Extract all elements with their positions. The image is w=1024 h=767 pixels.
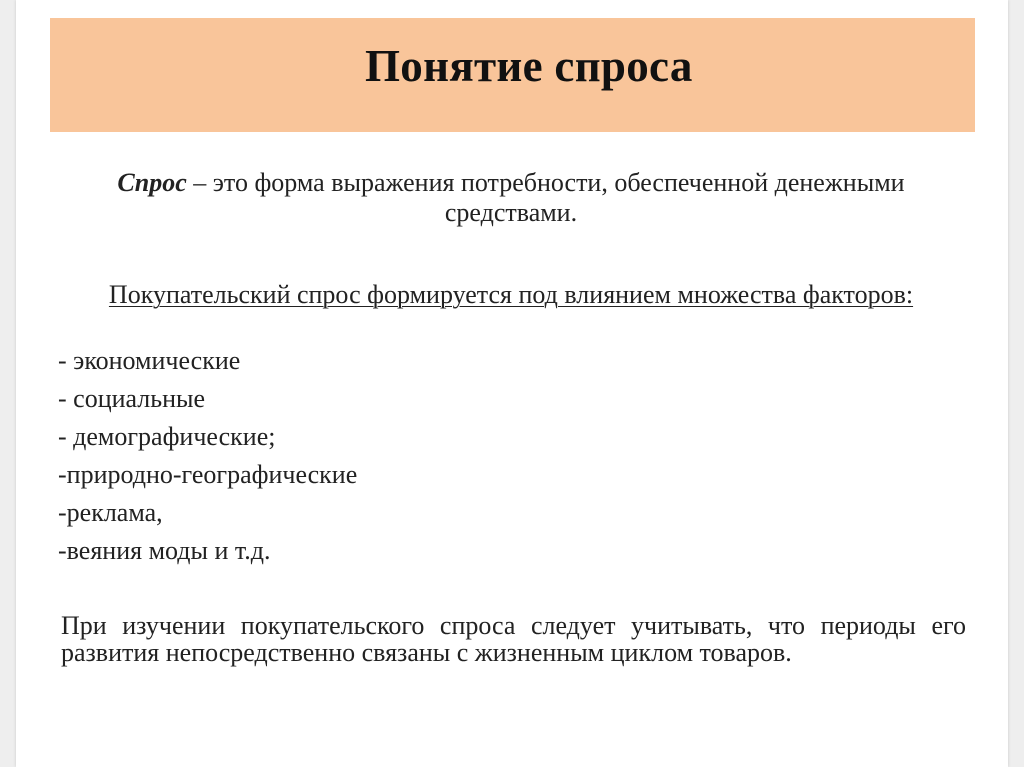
list-item: -реклама,	[58, 498, 163, 527]
definition-text: – это форма выражения потребности, обеспеченной денежными средствами.	[186, 168, 905, 227]
list-item: -природно-географические	[58, 460, 358, 489]
note-paragraph: При изучении покупательского спроса следует учитывать, что периоды его развития непосредственно связаны с жизненным циклом товаров.	[61, 611, 966, 667]
factors-intro: Покупательский спрос формируется под влиянием множества факторов:	[108, 280, 914, 309]
factors-list	[58, 342, 357, 570]
title-band	[50, 18, 975, 132]
list-item: - демографические;	[58, 422, 276, 451]
definition-paragraph	[76, 168, 946, 228]
slide	[16, 0, 1008, 767]
list-item: - экономические	[58, 346, 241, 375]
list-item: - социальные	[58, 384, 206, 413]
definition-term: Спрос	[117, 168, 187, 197]
slide-title: Понятие спроса	[365, 41, 693, 91]
list-item: -веяния моды и т.д.	[58, 536, 271, 565]
